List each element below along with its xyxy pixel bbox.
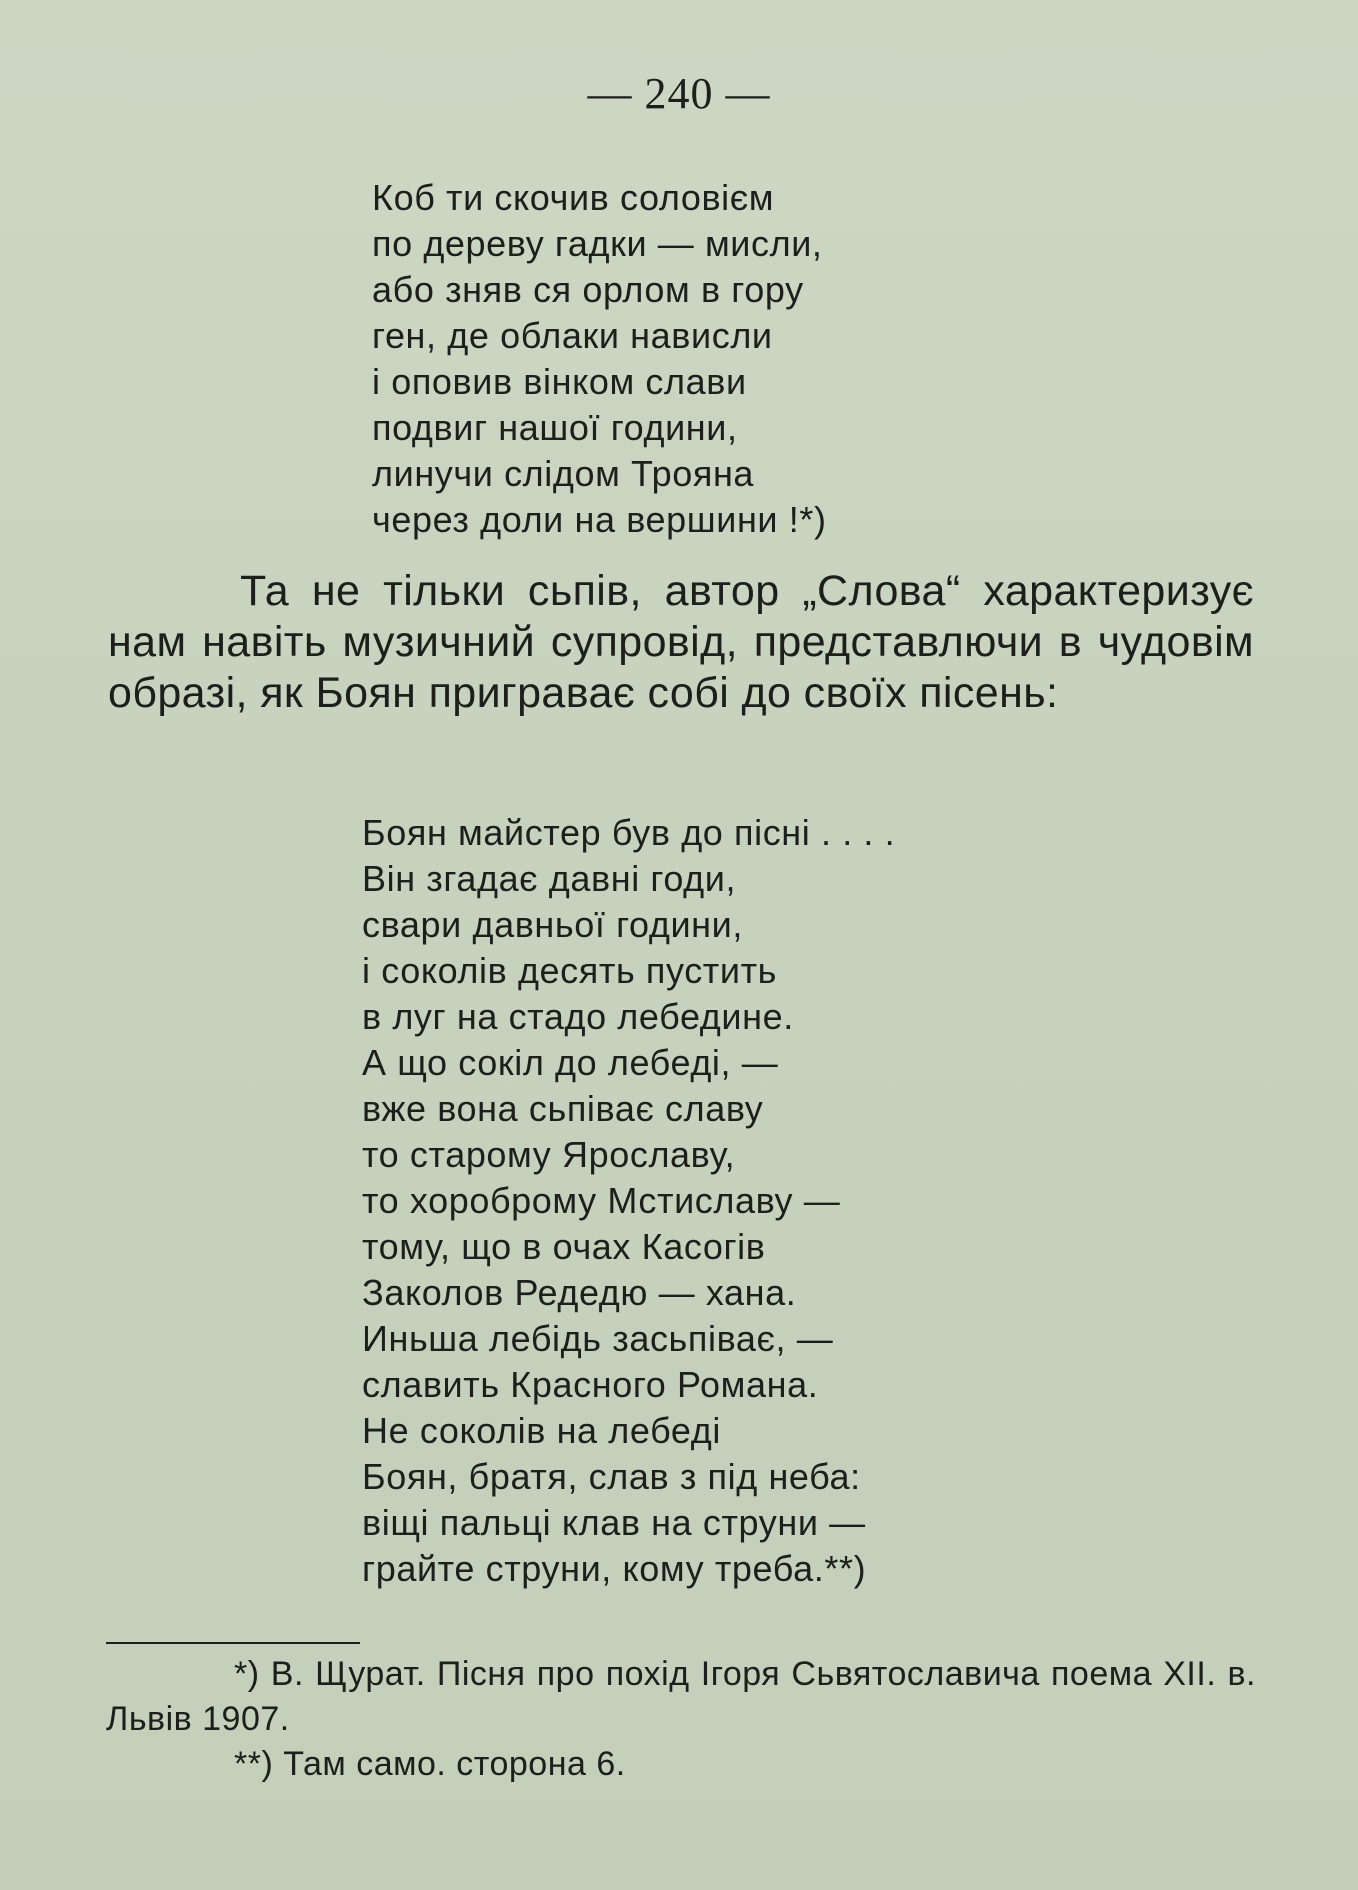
poem-line: Боян майстер був до пісні . . . . <box>362 812 896 853</box>
poem-line: через доли на вершини !*) <box>372 499 827 540</box>
poem-line: грайте струни, кому треба.**) <box>362 1548 867 1589</box>
footnote-text: *) В. Щурат. Пісня про похід Ігоря Сьвятославича поема XII. в. Львів 1907. <box>106 1655 1256 1738</box>
poem-line: славить Красного Романа. <box>362 1364 819 1405</box>
paragraph-text: Та не тільки сьпів, автор „Слова“ характеризує нам навіть музичний супровід, представлючи в чудовім образі, як Боян приграває собі до своїх пісень: <box>108 567 1254 717</box>
page-number: — 240 — <box>587 69 771 118</box>
poem-line: свари давньої години, <box>362 904 743 945</box>
footnote-1 <box>106 1652 1256 1742</box>
poem-line: Иньша лебідь засьпіває, — <box>362 1318 834 1359</box>
poem-line: і оповив вінком слави <box>372 361 747 402</box>
poem-line: Заколов Редедю — хана. <box>362 1272 797 1313</box>
poem-excerpt-1 <box>372 175 827 543</box>
poem-line: в луг на стадо лебедине. <box>362 996 794 1037</box>
body-paragraph <box>108 566 1254 719</box>
poem-line: вже вона сьпіває славу <box>362 1088 764 1129</box>
poem-line: то хороброму Мстиславу — <box>362 1180 841 1221</box>
footnote-text: **) Там само. сторона 6. <box>234 1745 626 1783</box>
poem-line: Не соколів на лебеді <box>362 1410 721 1451</box>
poem-line: Він згадає давні годи, <box>362 858 737 899</box>
poem-line: або зняв ся орлом в гору <box>372 269 804 310</box>
poem-line: то старому Ярославу, <box>362 1134 736 1175</box>
footnotes <box>106 1652 1256 1787</box>
poem-excerpt-2 <box>362 810 895 1592</box>
poem-line: Коб ти скочив соловієм <box>372 177 775 218</box>
poem-line: А що сокіл до лебеді, — <box>362 1042 779 1083</box>
poem-line: Боян, братя, слав з під неба: <box>362 1456 861 1497</box>
poem-line: по дереву гадки — мисли, <box>372 223 823 264</box>
poem-line: ген, де облаки нависли <box>372 315 773 356</box>
poem-line: віщі пальці клав на струни — <box>362 1502 866 1543</box>
poem-line: тому, що в очах Касогів <box>362 1226 766 1267</box>
poem-line: подвиг нашої години, <box>372 407 738 448</box>
poem-line: линучи слідом Трояна <box>372 453 755 494</box>
footnote-divider <box>106 1642 360 1644</box>
footnote-2 <box>106 1742 1256 1787</box>
poem-line: і соколів десять пустить <box>362 950 778 991</box>
